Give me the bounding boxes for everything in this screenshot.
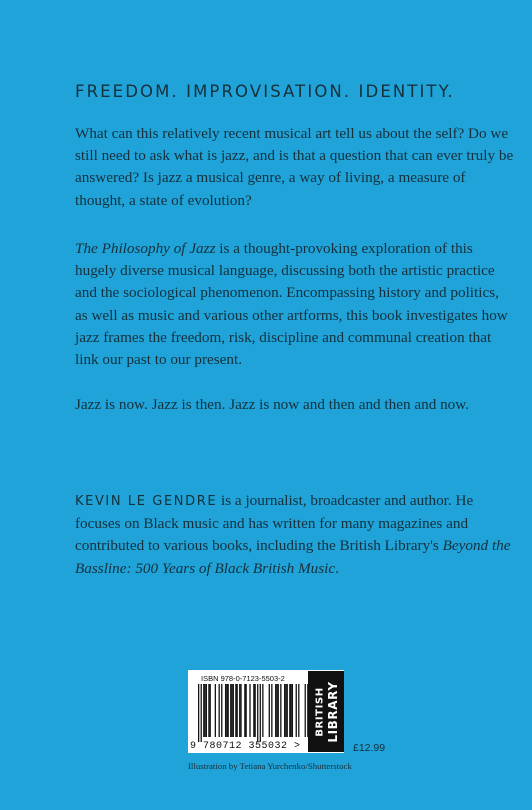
blurb-paragraph-2	[75, 238, 515, 371]
barcode-bar	[203, 684, 204, 737]
barcode-bar	[204, 684, 205, 737]
barcode-bar	[240, 684, 241, 737]
barcode-bar	[298, 684, 299, 737]
blurb-paragraph-1: What can this relatively recent musical art tell us about the self? Do we still need to ask what is jazz, and is that a question that can ever truly be answered? Is jazz a musical genre, a way of living, a measure of thought, a state of evolution?	[75, 125, 514, 209]
barcode-bar	[231, 684, 232, 737]
barcode-bar	[233, 684, 234, 737]
isbn-label: ISBN 978-0-7123-5503-2	[201, 674, 285, 683]
author-bio-text: is a journalist, broadcaster and author. He focuses on Black music and has written for many magazines and contributed to various books, including the British Library's	[75, 492, 474, 555]
barcode-bar	[221, 684, 222, 737]
barcode-bar	[255, 684, 256, 737]
barcode-bar	[287, 684, 288, 737]
barcode-bar	[271, 684, 272, 737]
barcode-bar	[210, 684, 211, 737]
barcode-bar	[275, 684, 276, 737]
barcode-bar	[290, 684, 291, 737]
barcode-bar	[237, 684, 238, 737]
barcode-bar	[249, 684, 250, 737]
illustration-credit: Illustration by Tetiana Yurchenko/Shutterstock	[188, 761, 352, 771]
barcode-bar	[269, 684, 270, 737]
barcode-bar	[260, 684, 261, 742]
barcode-bar	[235, 684, 236, 737]
barcode-bar	[219, 684, 220, 737]
barcode-bar	[215, 684, 216, 737]
barcode-bar	[253, 684, 254, 737]
barcode-bar	[305, 684, 306, 737]
referenced-book-title: Beyond the Bassline: 500 Years of Black British Music	[75, 537, 511, 577]
barcode-bar	[276, 684, 277, 737]
barcode-digits: 9 780712 355032 >	[190, 741, 301, 752]
barcode-bar	[289, 684, 290, 737]
book-title: The Philosophy of Jazz	[75, 240, 216, 257]
barcode-bar	[292, 684, 293, 737]
barcode-bar	[278, 684, 279, 737]
barcode-bar	[280, 684, 281, 737]
british-library-logo	[308, 671, 344, 752]
barcode-bar	[201, 684, 202, 742]
barcode-bar	[225, 684, 226, 737]
author-bio-end: .	[335, 559, 339, 577]
barcode-bar	[285, 684, 286, 737]
barcode-bar	[230, 684, 231, 737]
logo-line-library: LIBRARY	[326, 680, 340, 743]
barcode-bar	[262, 684, 263, 737]
logo-line-british: BRITISH	[314, 686, 326, 737]
barcode-bar	[296, 684, 297, 737]
author-bio	[75, 490, 515, 580]
barcode-bar	[228, 684, 229, 737]
tagline: FREEDOM. IMPROVISATION. IDENTITY.	[75, 82, 455, 101]
barcode-bar	[257, 684, 258, 742]
blurb-paragraph-3: Jazz is now. Jazz is then. Jazz is now and then and then and now.	[75, 396, 470, 413]
barcode-bar	[226, 684, 227, 737]
price: £12.99	[353, 742, 386, 754]
barcode-bar	[246, 684, 247, 737]
blurb-paragraph-2-text: is a thought-provoking exploration of this hugely diverse musical language, discussing both the artistic practice and the sociological phenomenon. Encompassing history and politics, as well as music and various other artforms, this book investigates how jazz frames the freedom, risk, discipline and communal creation that link our past to our present.	[75, 240, 508, 369]
barcode-bar	[284, 684, 285, 737]
barcode-bar	[239, 684, 240, 737]
barcode-bar	[208, 684, 209, 737]
barcode-bar	[206, 684, 207, 737]
author-name: KEVIN LE GENDRE	[75, 494, 218, 509]
barcode	[198, 684, 320, 742]
barcode-bar	[244, 684, 245, 737]
barcode-bar	[198, 684, 199, 742]
